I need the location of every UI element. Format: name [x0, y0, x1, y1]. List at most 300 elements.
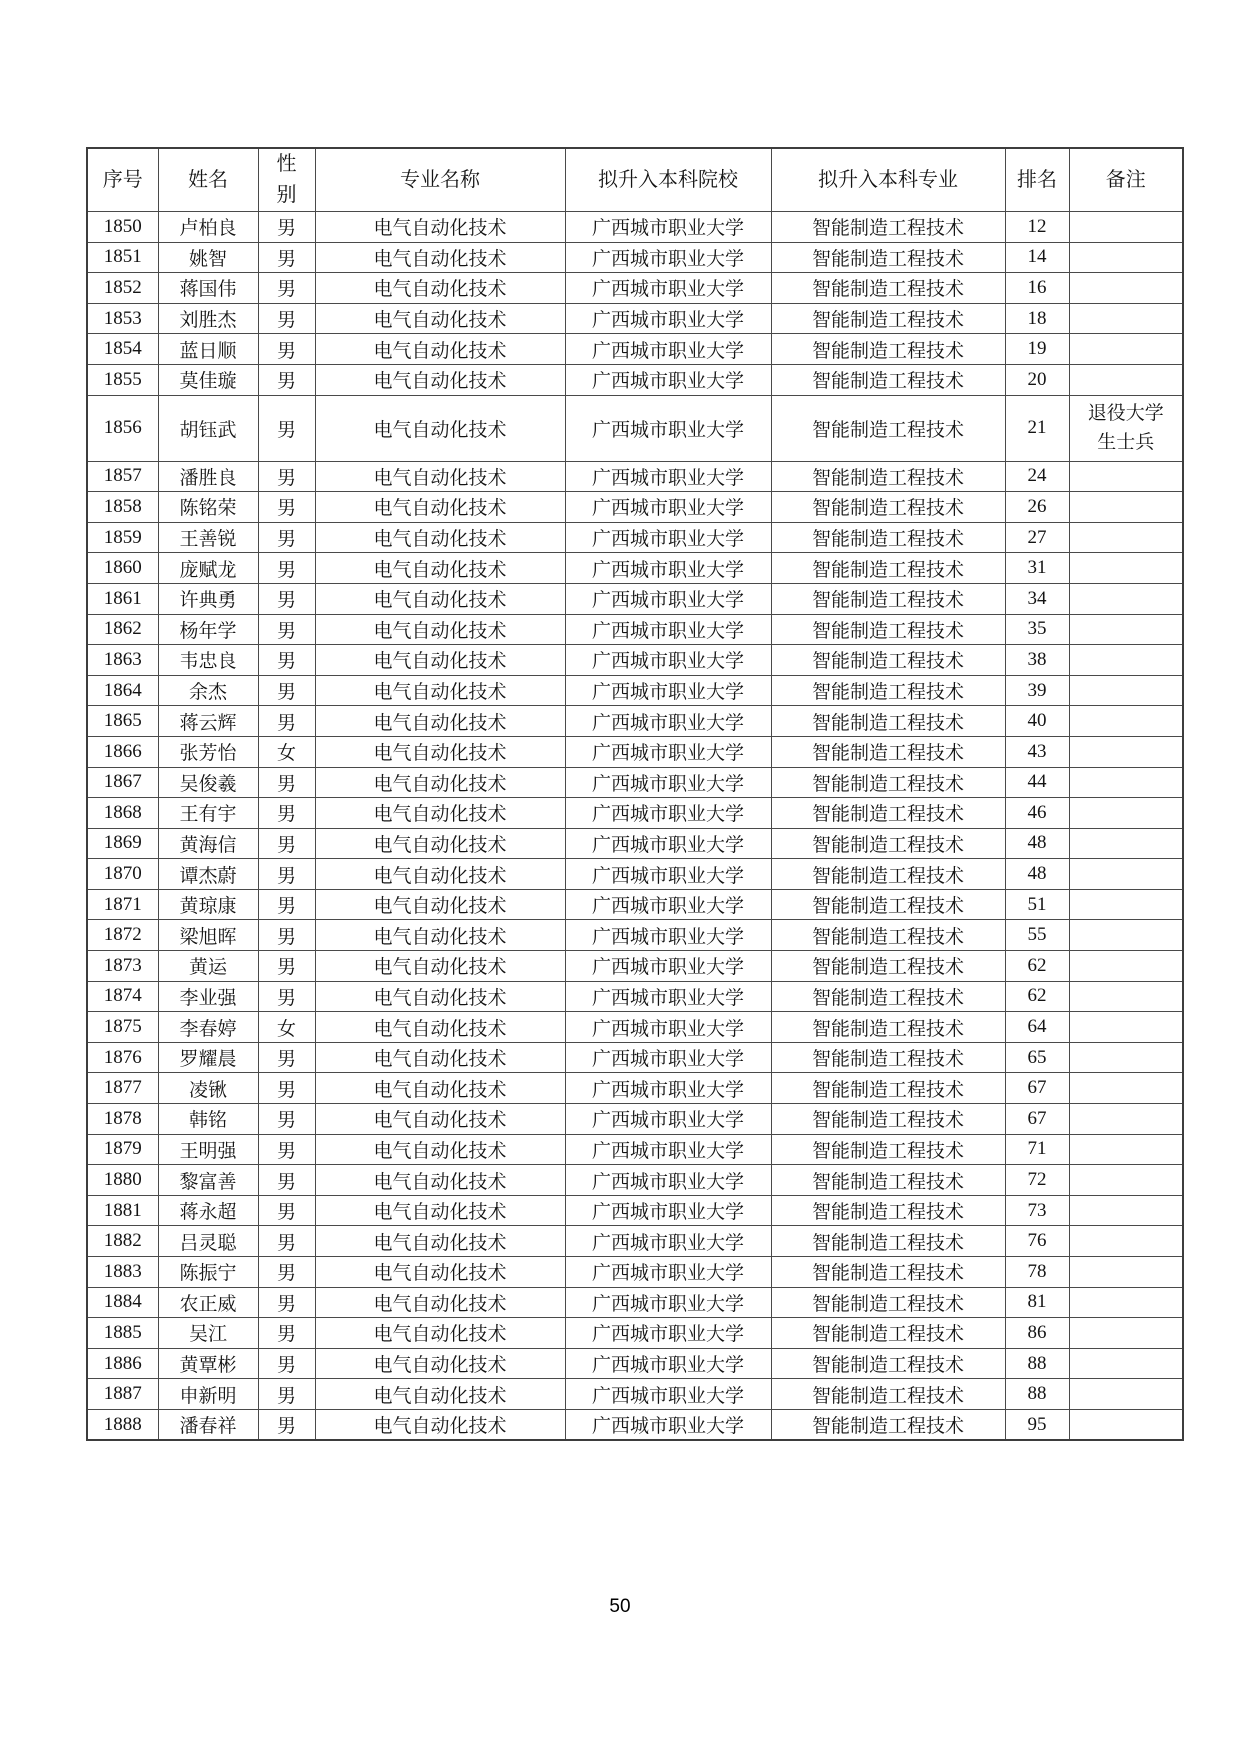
cell-gender: 男: [258, 492, 315, 523]
cell-college: 广西城市职业大学: [565, 1042, 771, 1073]
cell-target-major: 智能制造工程技术: [771, 1257, 1005, 1288]
cell-seq: 1853: [87, 303, 158, 334]
table-row: [87, 951, 1183, 982]
cell-remark: [1069, 614, 1183, 645]
cell-name: 吴俊羲: [158, 767, 258, 798]
cell-major: 电气自动化技术: [315, 767, 565, 798]
cell-major: 电气自动化技术: [315, 736, 565, 767]
cell-seq: 1863: [87, 645, 158, 676]
cell-college: 广西城市职业大学: [565, 828, 771, 859]
promotion-roster-table: [86, 147, 1184, 1441]
cell-name: 谭杰蔚: [158, 859, 258, 890]
cell-remark: [1069, 798, 1183, 829]
cell-gender: 男: [258, 273, 315, 304]
cell-college: 广西城市职业大学: [565, 981, 771, 1012]
cell-college: 广西城市职业大学: [565, 583, 771, 614]
cell-college: 广西城市职业大学: [565, 920, 771, 951]
table-row: [87, 461, 1183, 492]
cell-major: 电气自动化技术: [315, 645, 565, 676]
cell-name: 黄覃彬: [158, 1348, 258, 1379]
cell-gender: 男: [258, 334, 315, 365]
cell-seq: 1850: [87, 212, 158, 243]
cell-college: 广西城市职业大学: [565, 1165, 771, 1196]
table-row: [87, 1257, 1183, 1288]
cell-seq: 1857: [87, 461, 158, 492]
cell-target-major: 智能制造工程技术: [771, 1226, 1005, 1257]
col-header-gender: [258, 148, 315, 212]
cell-major: 电气自动化技术: [315, 1287, 565, 1318]
header-row: [87, 148, 1183, 212]
cell-seq: 1858: [87, 492, 158, 523]
cell-remark: [1069, 920, 1183, 951]
cell-seq: 1874: [87, 981, 158, 1012]
cell-rank: 16: [1005, 273, 1069, 304]
cell-college: 广西城市职业大学: [565, 461, 771, 492]
cell-remark: [1069, 395, 1183, 461]
cell-target-major: 智能制造工程技术: [771, 981, 1005, 1012]
cell-rank: 39: [1005, 675, 1069, 706]
cell-rank: 88: [1005, 1379, 1069, 1410]
cell-name: 李春婷: [158, 1012, 258, 1043]
cell-major: 电气自动化技术: [315, 614, 565, 645]
cell-gender: 男: [258, 859, 315, 890]
cell-target-major: 智能制造工程技术: [771, 614, 1005, 645]
cell-gender: 男: [258, 1348, 315, 1379]
col-header-name: 姓名: [158, 148, 258, 212]
cell-gender: 男: [258, 981, 315, 1012]
cell-gender: 男: [258, 583, 315, 614]
cell-target-major: 智能制造工程技术: [771, 1318, 1005, 1349]
cell-target-major: 智能制造工程技术: [771, 583, 1005, 614]
cell-college: 广西城市职业大学: [565, 334, 771, 365]
cell-seq: 1865: [87, 706, 158, 737]
cell-gender: 男: [258, 1195, 315, 1226]
cell-rank: 71: [1005, 1134, 1069, 1165]
cell-gender: 男: [258, 951, 315, 982]
table-row: [87, 798, 1183, 829]
col-header-gender-label: 性别: [276, 153, 297, 206]
cell-target-major: 智能制造工程技术: [771, 675, 1005, 706]
cell-college: 广西城市职业大学: [565, 273, 771, 304]
cell-remark: [1069, 1195, 1183, 1226]
cell-target-major: 智能制造工程技术: [771, 1073, 1005, 1104]
cell-college: 广西城市职业大学: [565, 1073, 771, 1104]
cell-college: 广西城市职业大学: [565, 1134, 771, 1165]
cell-major: 电气自动化技术: [315, 583, 565, 614]
col-header-seq: 序号: [87, 148, 158, 212]
table-row: [87, 828, 1183, 859]
cell-gender: 男: [258, 1104, 315, 1135]
cell-name: 李业强: [158, 981, 258, 1012]
cell-gender: 男: [258, 1409, 315, 1440]
cell-name: 蒋国伟: [158, 273, 258, 304]
cell-college: 广西城市职业大学: [565, 614, 771, 645]
cell-rank: 31: [1005, 553, 1069, 584]
cell-major: 电气自动化技术: [315, 1379, 565, 1410]
cell-rank: 55: [1005, 920, 1069, 951]
cell-seq: 1882: [87, 1226, 158, 1257]
cell-major: 电气自动化技术: [315, 1257, 565, 1288]
table-row: [87, 675, 1183, 706]
cell-rank: 24: [1005, 461, 1069, 492]
cell-college: 广西城市职业大学: [565, 1287, 771, 1318]
cell-name: 韦忠良: [158, 645, 258, 676]
cell-target-major: 智能制造工程技术: [771, 798, 1005, 829]
cell-major: 电气自动化技术: [315, 951, 565, 982]
cell-gender: 男: [258, 675, 315, 706]
cell-rank: 78: [1005, 1257, 1069, 1288]
cell-remark: [1069, 1348, 1183, 1379]
cell-gender: 女: [258, 736, 315, 767]
cell-gender: 男: [258, 798, 315, 829]
cell-target-major: 智能制造工程技术: [771, 951, 1005, 982]
cell-seq: 1860: [87, 553, 158, 584]
cell-seq: 1864: [87, 675, 158, 706]
cell-remark: [1069, 859, 1183, 890]
cell-target-major: 智能制造工程技术: [771, 303, 1005, 334]
cell-name: 王善锐: [158, 522, 258, 553]
table-row: [87, 364, 1183, 395]
cell-seq: 1879: [87, 1134, 158, 1165]
table-row: [87, 736, 1183, 767]
cell-rank: 86: [1005, 1318, 1069, 1349]
cell-target-major: 智能制造工程技术: [771, 767, 1005, 798]
cell-gender: 男: [258, 767, 315, 798]
cell-name: 韩铭: [158, 1104, 258, 1135]
table-row: [87, 1042, 1183, 1073]
table-row: [87, 1104, 1183, 1135]
cell-seq: 1877: [87, 1073, 158, 1104]
table-row: [87, 1226, 1183, 1257]
cell-seq: 1866: [87, 736, 158, 767]
cell-name: 罗耀晨: [158, 1042, 258, 1073]
cell-rank: 65: [1005, 1042, 1069, 1073]
cell-seq: 1859: [87, 522, 158, 553]
table-row: [87, 706, 1183, 737]
cell-target-major: 智能制造工程技术: [771, 461, 1005, 492]
cell-name: 吕灵聪: [158, 1226, 258, 1257]
cell-major: 电气自动化技术: [315, 1195, 565, 1226]
cell-gender: 男: [258, 303, 315, 334]
cell-remark: [1069, 242, 1183, 273]
cell-college: 广西城市职业大学: [565, 736, 771, 767]
cell-remark: [1069, 1134, 1183, 1165]
cell-seq: 1852: [87, 273, 158, 304]
cell-rank: 40: [1005, 706, 1069, 737]
cell-name: 张芳怡: [158, 736, 258, 767]
cell-remark: [1069, 889, 1183, 920]
cell-name: 姚智: [158, 242, 258, 273]
cell-remark: [1069, 492, 1183, 523]
cell-rank: 34: [1005, 583, 1069, 614]
cell-gender: 女: [258, 1012, 315, 1043]
cell-name: 黎富善: [158, 1165, 258, 1196]
cell-target-major: 智能制造工程技术: [771, 920, 1005, 951]
cell-target-major: 智能制造工程技术: [771, 828, 1005, 859]
table-row: [87, 303, 1183, 334]
cell-college: 广西城市职业大学: [565, 798, 771, 829]
cell-seq: 1861: [87, 583, 158, 614]
cell-name: 吴江: [158, 1318, 258, 1349]
cell-gender: 男: [258, 828, 315, 859]
cell-name: 黄运: [158, 951, 258, 982]
cell-name: 王有宇: [158, 798, 258, 829]
col-header-college: 拟升入本科院校: [565, 148, 771, 212]
cell-name: 卢柏良: [158, 212, 258, 243]
cell-seq: 1854: [87, 334, 158, 365]
cell-major: 电气自动化技术: [315, 273, 565, 304]
cell-name: 黄海信: [158, 828, 258, 859]
cell-college: 广西城市职业大学: [565, 364, 771, 395]
cell-college: 广西城市职业大学: [565, 1348, 771, 1379]
table-row: [87, 767, 1183, 798]
cell-target-major: 智能制造工程技术: [771, 1134, 1005, 1165]
cell-college: 广西城市职业大学: [565, 889, 771, 920]
cell-name: 杨年学: [158, 614, 258, 645]
cell-target-major: 智能制造工程技术: [771, 395, 1005, 461]
table-row: [87, 1287, 1183, 1318]
cell-major: 电气自动化技术: [315, 1134, 565, 1165]
cell-name: 申新明: [158, 1379, 258, 1410]
cell-college: 广西城市职业大学: [565, 951, 771, 982]
table-row: [87, 395, 1183, 461]
cell-remark: [1069, 1257, 1183, 1288]
cell-remark: [1069, 522, 1183, 553]
cell-remark: [1069, 981, 1183, 1012]
cell-major: 电气自动化技术: [315, 522, 565, 553]
cell-rank: 67: [1005, 1104, 1069, 1135]
cell-remark: [1069, 951, 1183, 982]
cell-rank: 88: [1005, 1348, 1069, 1379]
cell-target-major: 智能制造工程技术: [771, 889, 1005, 920]
cell-college: 广西城市职业大学: [565, 1257, 771, 1288]
cell-name: 胡钰武: [158, 395, 258, 461]
cell-major: 电气自动化技术: [315, 828, 565, 859]
cell-major: 电气自动化技术: [315, 334, 565, 365]
cell-gender: 男: [258, 920, 315, 951]
table-row: [87, 1165, 1183, 1196]
cell-name: 王明强: [158, 1134, 258, 1165]
cell-major: 电气自动化技术: [315, 798, 565, 829]
cell-seq: 1873: [87, 951, 158, 982]
cell-target-major: 智能制造工程技术: [771, 706, 1005, 737]
cell-major: 电气自动化技术: [315, 395, 565, 461]
cell-major: 电气自动化技术: [315, 461, 565, 492]
table-row: [87, 522, 1183, 553]
cell-major: 电气自动化技术: [315, 675, 565, 706]
cell-major: 电气自动化技术: [315, 1226, 565, 1257]
cell-major: 电气自动化技术: [315, 859, 565, 890]
cell-target-major: 智能制造工程技术: [771, 645, 1005, 676]
cell-gender: 男: [258, 1165, 315, 1196]
cell-major: 电气自动化技术: [315, 1104, 565, 1135]
cell-name: 潘胜良: [158, 461, 258, 492]
table-row: [87, 1012, 1183, 1043]
cell-remark: [1069, 1226, 1183, 1257]
table-row: [87, 242, 1183, 273]
table-row: [87, 920, 1183, 951]
cell-seq: 1880: [87, 1165, 158, 1196]
cell-seq: 1872: [87, 920, 158, 951]
cell-remark: [1069, 1409, 1183, 1440]
cell-target-major: 智能制造工程技术: [771, 859, 1005, 890]
cell-remark: [1069, 364, 1183, 395]
table-body: [87, 212, 1183, 1441]
cell-seq: 1886: [87, 1348, 158, 1379]
table-row: [87, 981, 1183, 1012]
cell-seq: 1851: [87, 242, 158, 273]
cell-target-major: 智能制造工程技术: [771, 1012, 1005, 1043]
cell-rank: 44: [1005, 767, 1069, 798]
cell-major: 电气自动化技术: [315, 242, 565, 273]
cell-remark: [1069, 303, 1183, 334]
cell-major: 电气自动化技术: [315, 889, 565, 920]
cell-college: 广西城市职业大学: [565, 242, 771, 273]
cell-remark: [1069, 645, 1183, 676]
table-row: [87, 614, 1183, 645]
cell-major: 电气自动化技术: [315, 492, 565, 523]
cell-major: 电气自动化技术: [315, 364, 565, 395]
cell-rank: 12: [1005, 212, 1069, 243]
cell-college: 广西城市职业大学: [565, 1226, 771, 1257]
cell-seq: 1888: [87, 1409, 158, 1440]
table-row: [87, 273, 1183, 304]
cell-seq: 1862: [87, 614, 158, 645]
cell-college: 广西城市职业大学: [565, 492, 771, 523]
cell-rank: 14: [1005, 242, 1069, 273]
cell-gender: 男: [258, 1287, 315, 1318]
cell-rank: 72: [1005, 1165, 1069, 1196]
cell-major: 电气自动化技术: [315, 1012, 565, 1043]
cell-rank: 35: [1005, 614, 1069, 645]
cell-seq: 1876: [87, 1042, 158, 1073]
cell-remark: [1069, 1042, 1183, 1073]
cell-gender: 男: [258, 1073, 315, 1104]
cell-gender: 男: [258, 522, 315, 553]
cell-seq: 1868: [87, 798, 158, 829]
cell-name: 蒋永超: [158, 1195, 258, 1226]
table-row: [87, 889, 1183, 920]
cell-rank: 62: [1005, 951, 1069, 982]
cell-rank: 76: [1005, 1226, 1069, 1257]
cell-remark: [1069, 553, 1183, 584]
cell-major: 电气自动化技术: [315, 706, 565, 737]
cell-seq: 1883: [87, 1257, 158, 1288]
cell-college: 广西城市职业大学: [565, 522, 771, 553]
page-number: 50: [609, 1596, 631, 1617]
cell-college: 广西城市职业大学: [565, 212, 771, 243]
cell-remark: [1069, 1165, 1183, 1196]
cell-name: 凌锹: [158, 1073, 258, 1104]
cell-name: 农正威: [158, 1287, 258, 1318]
cell-seq: 1885: [87, 1318, 158, 1349]
cell-remark: [1069, 583, 1183, 614]
cell-target-major: 智能制造工程技术: [771, 1104, 1005, 1135]
cell-remark: [1069, 1073, 1183, 1104]
cell-college: 广西城市职业大学: [565, 767, 771, 798]
cell-target-major: 智能制造工程技术: [771, 242, 1005, 273]
cell-major: 电气自动化技术: [315, 1348, 565, 1379]
cell-seq: 1884: [87, 1287, 158, 1318]
cell-rank: 43: [1005, 736, 1069, 767]
cell-rank: 81: [1005, 1287, 1069, 1318]
cell-college: 广西城市职业大学: [565, 1379, 771, 1410]
cell-college: 广西城市职业大学: [565, 1195, 771, 1226]
cell-rank: 27: [1005, 522, 1069, 553]
cell-seq: 1871: [87, 889, 158, 920]
cell-target-major: 智能制造工程技术: [771, 1409, 1005, 1440]
col-header-rank: 排名: [1005, 148, 1069, 212]
table-row: [87, 1348, 1183, 1379]
cell-target-major: 智能制造工程技术: [771, 522, 1005, 553]
cell-remark: [1069, 1012, 1183, 1043]
cell-target-major: 智能制造工程技术: [771, 1195, 1005, 1226]
cell-gender: 男: [258, 461, 315, 492]
cell-remark: [1069, 736, 1183, 767]
cell-target-major: 智能制造工程技术: [771, 1165, 1005, 1196]
cell-major: 电气自动化技术: [315, 1165, 565, 1196]
table-row: [87, 645, 1183, 676]
cell-gender: 男: [258, 1379, 315, 1410]
cell-college: 广西城市职业大学: [565, 553, 771, 584]
cell-target-major: 智能制造工程技术: [771, 553, 1005, 584]
cell-target-major: 智能制造工程技术: [771, 273, 1005, 304]
cell-gender: 男: [258, 706, 315, 737]
cell-remark: [1069, 675, 1183, 706]
cell-gender: 男: [258, 614, 315, 645]
cell-major: 电气自动化技术: [315, 553, 565, 584]
cell-remark: [1069, 461, 1183, 492]
col-header-target-major: 拟升入本科专业: [771, 148, 1005, 212]
cell-gender: 男: [258, 889, 315, 920]
table-row: [87, 1318, 1183, 1349]
cell-college: 广西城市职业大学: [565, 395, 771, 461]
cell-rank: 46: [1005, 798, 1069, 829]
cell-name: 潘春祥: [158, 1409, 258, 1440]
cell-rank: 62: [1005, 981, 1069, 1012]
cell-college: 广西城市职业大学: [565, 859, 771, 890]
col-header-major: 专业名称: [315, 148, 565, 212]
cell-seq: 1867: [87, 767, 158, 798]
table-row: [87, 1409, 1183, 1440]
cell-rank: 19: [1005, 334, 1069, 365]
col-header-remark: 备注: [1069, 148, 1183, 212]
table-row: [87, 1195, 1183, 1226]
cell-gender: 男: [258, 1318, 315, 1349]
cell-rank: 95: [1005, 1409, 1069, 1440]
cell-remark: [1069, 334, 1183, 365]
cell-college: 广西城市职业大学: [565, 1318, 771, 1349]
cell-remark: [1069, 1318, 1183, 1349]
table-row: [87, 1134, 1183, 1165]
cell-remark: [1069, 1287, 1183, 1318]
cell-gender: 男: [258, 212, 315, 243]
cell-college: 广西城市职业大学: [565, 303, 771, 334]
table-row: [87, 212, 1183, 243]
cell-major: 电气自动化技术: [315, 981, 565, 1012]
cell-seq: 1887: [87, 1379, 158, 1410]
cell-gender: 男: [258, 242, 315, 273]
cell-remark-text: 退役大学生士兵: [1087, 402, 1164, 454]
cell-target-major: 智能制造工程技术: [771, 736, 1005, 767]
table-row: [87, 492, 1183, 523]
cell-rank: 18: [1005, 303, 1069, 334]
table-row: [87, 553, 1183, 584]
cell-rank: 64: [1005, 1012, 1069, 1043]
cell-name: 黄琼康: [158, 889, 258, 920]
cell-target-major: 智能制造工程技术: [771, 334, 1005, 365]
cell-major: 电气自动化技术: [315, 212, 565, 243]
